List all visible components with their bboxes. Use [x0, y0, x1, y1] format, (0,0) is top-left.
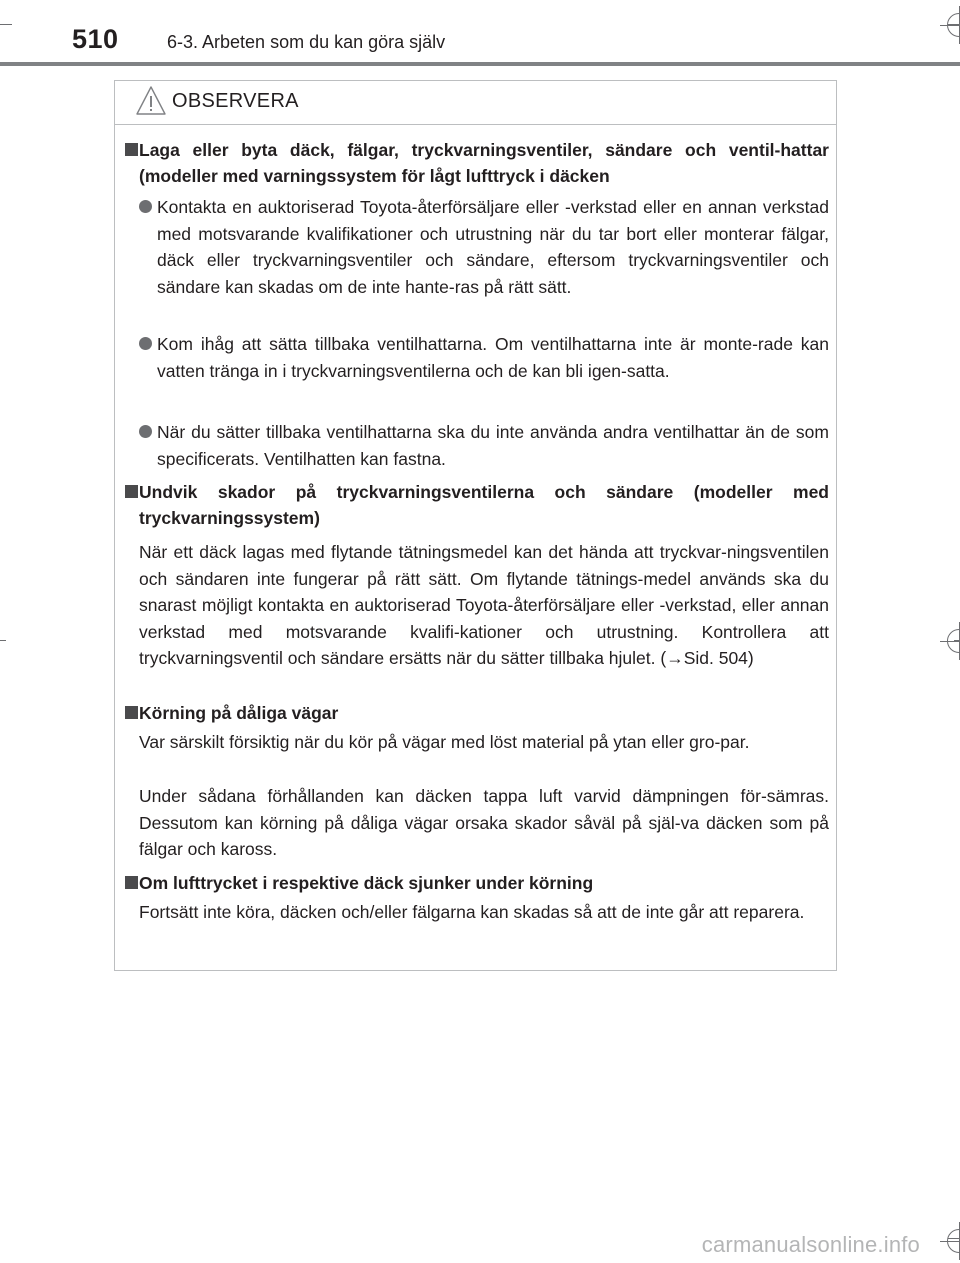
paragraph: Var särskilt försiktig när du kör på vägar med löst material på ytan eller gro-par.: [139, 732, 750, 752]
paragraph: Under sådana förhållanden kan däcken tappa luft varvid dämpningen för-sämras. Dessutom kan körning på dåliga vägar orsaka skador såväl på själ-va däcken som på fälgar och kaross.: [139, 786, 829, 859]
bullet-text: När du sätter tillbaka ventilhattarna ska du inte använda andra ventilhattar än de som specificerats. Ventilhatten kan fastna.: [157, 422, 829, 469]
paragraph: Fortsätt inte köra, däcken och/eller fälgarna kan skadas så att de inte går att reparera.: [139, 902, 805, 922]
round-bullet-icon: [139, 200, 152, 213]
paragraph: När ett däck lagas med flytande tätningsmedel kan det hända att tryckvar-ningsventilen och sändaren inte fungerar på rätt sätt. Om flytande tätnings-medel används ska du snarast möjligt kontakta en auktoriserad Toyota-återförsäljare eller -verkstad, eller annan verkstad med motsvarande kvalifi-kationer och utrustning. Kontrollera att tryckvarningsventil och sändare ersätts när du sätter tillbaka hjulet. (→Sid. 504): [139, 542, 829, 668]
square-bullet-icon: [125, 485, 138, 498]
section-heading-text: Körning på dåliga vägar: [139, 703, 339, 723]
header-divider: [0, 62, 960, 66]
page-number: 510: [72, 24, 119, 54]
caution-header: [115, 81, 836, 125]
page-header: [0, 0, 960, 66]
square-bullet-icon: [125, 143, 138, 156]
bullet-text: Kom ihåg att sätta tillbaka ventilhattarna. Om ventilhattarna inte är monte-rade kan vatten tränga in i tryckvarningsventilerna och de kan bli igen-satta.: [157, 334, 829, 381]
caution-title: OBSERVERA: [172, 90, 299, 112]
caution-box: [114, 80, 837, 971]
round-bullet-icon: [139, 337, 152, 350]
section-title: 6-3. Arbeten som du kan göra själv: [167, 32, 446, 52]
section-heading-text: Om lufttrycket i respektive däck sjunker under körning: [139, 873, 594, 893]
section-heading-text: Undvik skador på tryckvarningsventilerna och sändare (modeller med tryckvarningssystem): [139, 482, 829, 528]
square-bullet-icon: [125, 706, 138, 719]
crop-mark: [0, 640, 6, 641]
watermark: carmanualsonline.info: [701, 1232, 920, 1257]
section-heading-text: Laga eller byta däck, fälgar, tryckvarningsventiler, sändare och ventil-hattar (modeller med varningssystem för lågt lufttryck i däcken: [139, 140, 829, 186]
registration-mark-icon: [947, 629, 960, 653]
warning-triangle-icon: [135, 85, 167, 117]
bullet-text: Kontakta en auktoriserad Toyota-återförsäljare eller -verkstad eller en annan verkstad med motsvarande kvalifikationer och utrustning när du tar bort eller monterar fälgar, däck eller tryckvarningsventiler och sändare, eftersom tryckvarningsventiler och sändare kan skadas om de inte hante-ras på rätt sätt.: [157, 197, 829, 297]
round-bullet-icon: [139, 425, 152, 438]
square-bullet-icon: [125, 876, 138, 889]
registration-mark-icon: [947, 1229, 960, 1253]
